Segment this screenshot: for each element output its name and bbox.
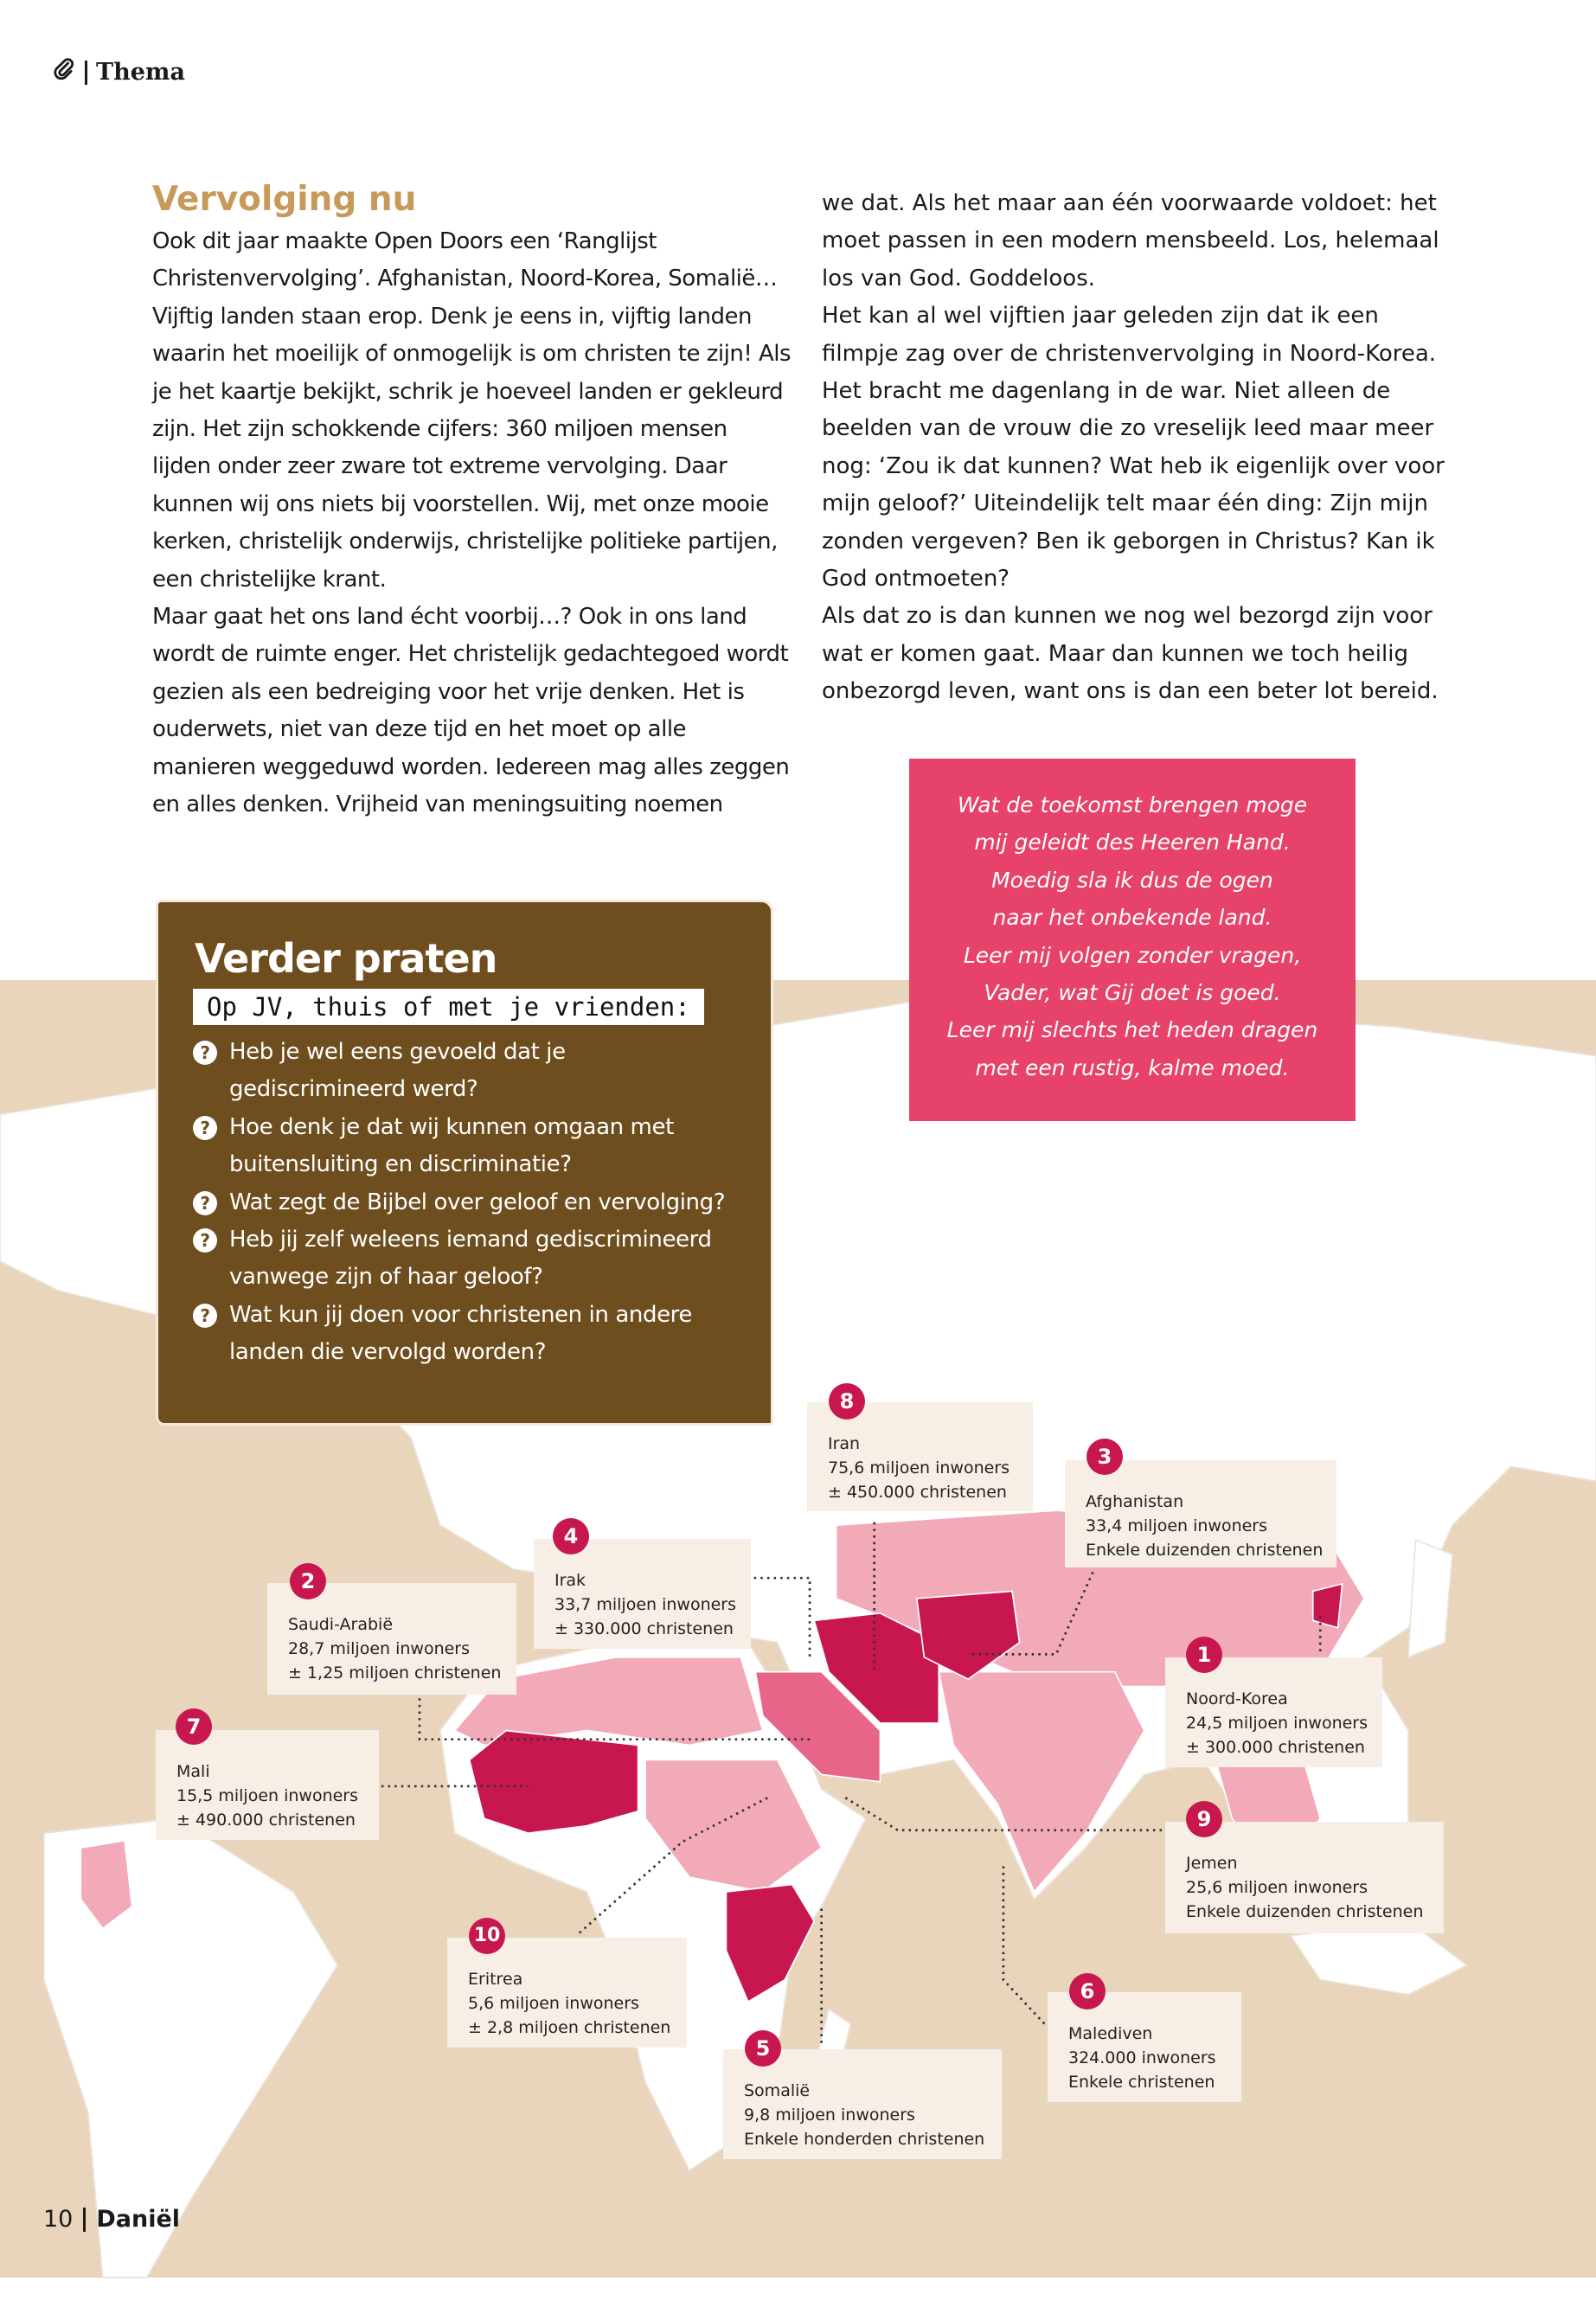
poem-line: Vader, wat Gij doet is goed. [984, 980, 1281, 1006]
discussion-title: Verder praten [195, 935, 497, 982]
paragraph: Maar gaat het ons land écht voorbij…? Ook in ons land wordt de ruimte enger. Het christelijk gedachtegoed wordt gezien als een bedreiging voor het vrije denken. Het is ouderwets, niet van deze tijd en het moet op alle manieren weggeduwd worden. Iedereen mag alles zeggen en alles denken. Vrijheid van meningsuiting noemen [152, 604, 790, 818]
page-footer [43, 2206, 180, 2233]
question-item [193, 1184, 747, 1221]
question-item [193, 1109, 747, 1184]
country-label-irak [534, 1539, 751, 1649]
country-population: 15,5 miljoen inwoners [176, 1786, 359, 1805]
country-population: 9,8 miljoen inwoners [744, 2106, 915, 2125]
country-label-mali [156, 1730, 379, 1840]
page-number: 10 [43, 2206, 74, 2233]
country-label-malediven [1048, 1992, 1241, 2102]
paragraph: Het kan al wel vijftien jaar geleden zijn dat ik een filmpje zag over de christenvervolging in Noord-Korea. Het bracht me dagenlang in de war. Niet alleen de beelden van de vrouw die zo vreselijk leed maar meer nog: ‘Zou ik dat kunnen? Wat heb ik eigenlijk over voor mijn geloof?’ Uiteindelijk telt maar één ding: Zijn mijn zonden vergeven? Ben ik geborgen in Christus? Kan ik God ontmoeten? [822, 303, 1445, 593]
rank-badge: 10 [469, 1918, 505, 1954]
divider [83, 2208, 86, 2232]
country-label-eritrea [447, 1938, 687, 2048]
magazine-name: Daniël [96, 2206, 181, 2233]
country-name: Noord-Korea [1186, 1689, 1288, 1708]
question-text: Wat kun jij doen voor christenen in andere landen die vervolgd worden? [229, 1301, 692, 1366]
section-label: Thema [96, 59, 185, 86]
question-item [193, 1034, 747, 1109]
country-label-jemen [1165, 1822, 1444, 1933]
rank-badge: 9 [1186, 1801, 1222, 1837]
country-population: 5,6 miljoen inwoners [468, 1994, 639, 2013]
rank-badge: 1 [1186, 1637, 1222, 1673]
question-text: Heb jij zelf weleens iemand gediscrimineerd vanwege zijn of haar geloof? [229, 1227, 712, 1291]
country-population: 33,4 miljoen inwoners [1086, 1516, 1268, 1535]
article-right-column [822, 185, 1462, 711]
region-north-korea [1313, 1584, 1343, 1628]
land-japan [1408, 1540, 1452, 1657]
poem-line: Wat de toekomst brengen moge [957, 792, 1308, 817]
country-population: 324.000 inwoners [1068, 2048, 1216, 2067]
country-population: 33,7 miljoen inwoners [554, 1595, 737, 1614]
country-population: 75,6 miljoen inwoners [828, 1458, 1010, 1477]
country-name: Eritrea [468, 1970, 523, 1989]
question-list [193, 1034, 747, 1372]
poem-box [909, 759, 1356, 1121]
country-christians: ± 2,8 miljoen christenen [468, 2018, 671, 2037]
country-christians: ± 330.000 christenen [554, 1619, 734, 1638]
question-bubble-icon: ? [193, 1191, 217, 1215]
country-label-noord-korea [1165, 1657, 1382, 1767]
country-name: Mali [176, 1762, 210, 1781]
section-header [52, 57, 185, 87]
country-christians: ± 1,25 miljoen christenen [288, 1663, 502, 1682]
country-name: Malediven [1068, 2024, 1153, 2043]
poem-line: Leer mij slechts het heden dragen [946, 1017, 1318, 1043]
discussion-box [156, 900, 773, 1426]
question-bubble-icon: ? [193, 1041, 217, 1065]
rank-badge: 2 [290, 1563, 326, 1599]
question-text: Heb je wel eens gevoeld dat je gediscrimineerd werd? [229, 1039, 566, 1103]
country-name: Iran [828, 1434, 861, 1453]
rank-badge: 8 [829, 1383, 865, 1420]
question-bubble-icon: ? [193, 1228, 217, 1253]
country-christians: Enkele duizenden christenen [1186, 1902, 1424, 1921]
rank-badge: 6 [1069, 1973, 1106, 2009]
country-name: Irak [554, 1571, 586, 1590]
discussion-subtitle: Op JV, thuis of met je vrienden: [193, 989, 704, 1025]
country-christians: Enkele christenen [1068, 2073, 1215, 2092]
question-text: Wat zegt de Bijbel over geloof en vervolging? [229, 1189, 726, 1215]
country-christians: ± 450.000 christenen [828, 1483, 1007, 1502]
question-item [193, 1221, 747, 1297]
country-label-afghanistan [1065, 1460, 1336, 1567]
article-heading: Vervolging nu [152, 180, 417, 219]
region-mali-niger [470, 1731, 638, 1834]
paragraph: Ook dit jaar maakte Open Doors een ‘Ranglijst Christenvervolging’. Afghanistan, Noord-Korea, Somalië… Vijftig landen staan erop. Denk je eens in, vijftig landen waarin het moeilijk of onmogelijk is om christen te zijn! Als je het kaartje bekijkt, schrik je hoeveel landen er gekleurd zijn. Het zijn schokkende cijfers: 360 miljoen mensen lijden onder zeer zware tot extreme vervolging. Daar kunnen wij ons niets bij voorstellen. Wij, met onze mooie kerken, christelijk onderwijs, christelijke politieke partijen, een christelijke krant. [152, 228, 792, 593]
country-name: Somalië [744, 2081, 811, 2100]
divider [85, 61, 87, 85]
rank-badge: 3 [1086, 1439, 1123, 1475]
country-name: Afghanistan [1086, 1492, 1184, 1511]
poem-line: Moedig sla ik dus de ogen [991, 867, 1273, 893]
country-population: 28,7 miljoen inwoners [288, 1639, 471, 1658]
country-name: Jemen [1186, 1854, 1238, 1873]
country-label-saudi-arabie [267, 1583, 516, 1695]
question-item [193, 1297, 747, 1372]
country-christians: ± 490.000 christenen [176, 1811, 356, 1830]
paragraph: we dat. Als het maar aan één voorwaarde voldoet: het moet passen in een modern mensbeeld. Los, helemaal los van God. Goddeloos. [822, 190, 1439, 292]
question-text: Hoe denk je dat wij kunnen omgaan met buitensluiting en discriminatie? [229, 1113, 674, 1178]
country-christians: Enkele duizenden christenen [1086, 1541, 1324, 1560]
paragraph: Als dat zo is dan kunnen we nog wel bezorgd zijn voor wat er komen gaat. Maar dan kunnen we toch heilig onbezorgd leven, want ons is dan een beter lot bereid. [822, 603, 1439, 705]
country-christians: ± 300.000 christenen [1186, 1738, 1365, 1757]
poem-line: Leer mij volgen zonder vragen, [963, 942, 1302, 968]
question-bubble-icon: ? [193, 1304, 217, 1328]
poem-line: met een rustig, kalme moed. [975, 1054, 1290, 1080]
rank-badge: 5 [745, 2030, 781, 2067]
poem-line: naar het onbekende land. [992, 905, 1272, 931]
country-population: 25,6 miljoen inwoners [1186, 1878, 1368, 1897]
rank-badge: 4 [553, 1518, 589, 1554]
article-left-column [152, 178, 792, 824]
rank-badge: 7 [176, 1708, 212, 1745]
country-name: Saudi-Arabië [288, 1615, 394, 1634]
poem-line: mij geleidt des Heeren Hand. [974, 830, 1291, 856]
question-bubble-icon: ? [193, 1116, 217, 1140]
country-christians: Enkele honderden christenen [744, 2130, 985, 2149]
paperclip-icon [52, 57, 76, 87]
country-population: 24,5 miljoen inwoners [1186, 1714, 1368, 1733]
